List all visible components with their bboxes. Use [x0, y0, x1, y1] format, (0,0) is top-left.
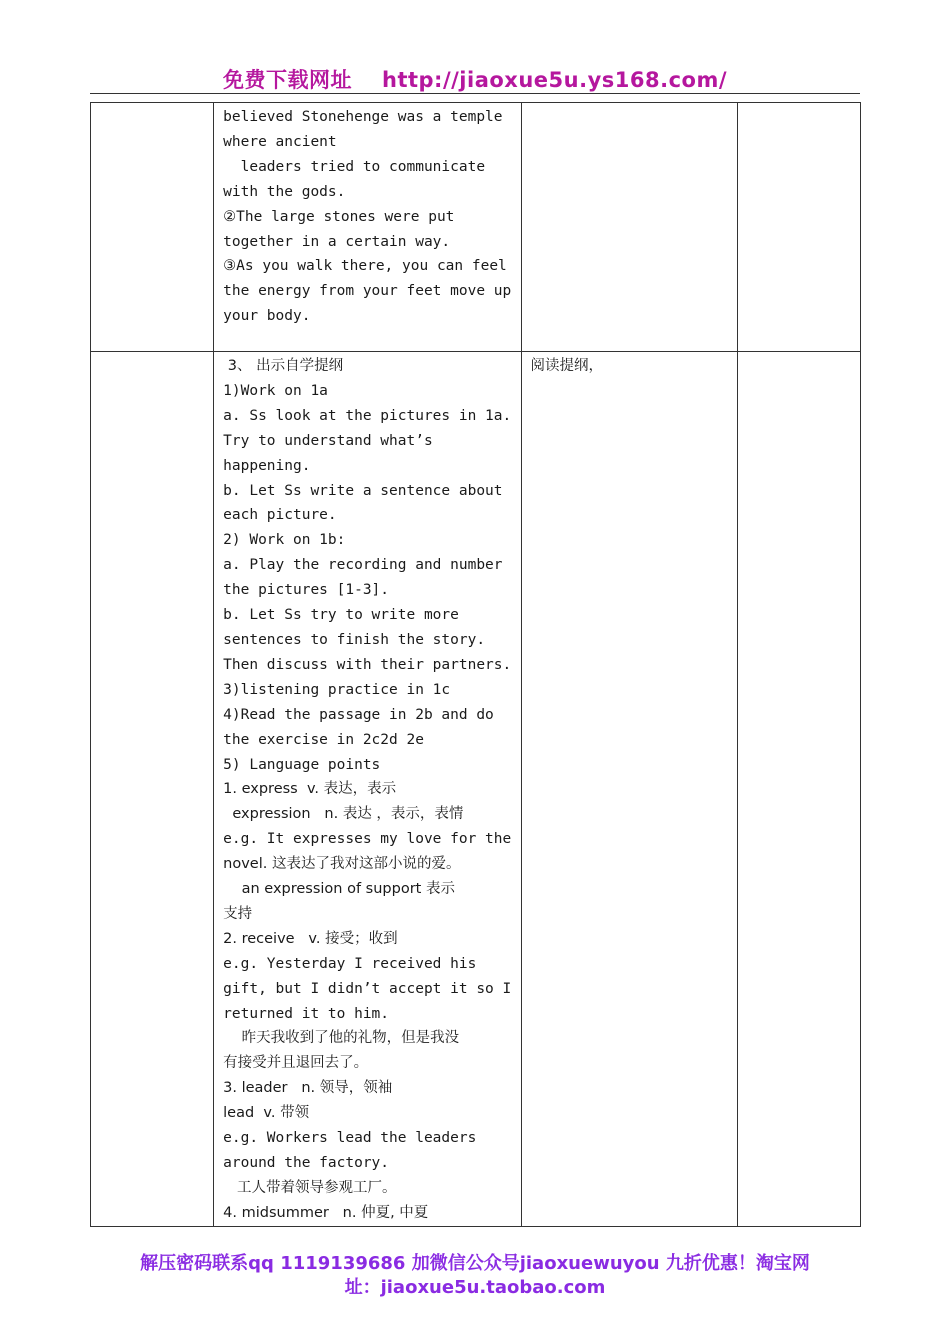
text-line: leaders tried to communicate — [223, 158, 486, 175]
text-line: a. Play the recording and number — [223, 557, 503, 574]
table-row — [91, 103, 861, 352]
text-line: 有接受并且退回去了。 — [223, 1055, 369, 1072]
text-line: 昨天我收到了他的礼物，但是我没 — [223, 1030, 460, 1047]
text-line: a. Ss look at the pictures in 1a. — [223, 407, 512, 424]
lesson-plan-table — [90, 102, 861, 1227]
text-line: 4. midsummer n. 仲夏, 中夏 — [223, 1204, 429, 1221]
text-line: 支持 — [223, 905, 253, 922]
table-cell-empty — [91, 352, 214, 1227]
text-line: e.g. Workers lead the leaders — [223, 1130, 477, 1147]
text-line: your body. — [223, 308, 311, 325]
row2-activity-text: 阅读提纲， — [530, 358, 604, 374]
text-line: returned it to him. — [223, 1005, 390, 1022]
text-line: lead v. 带领 — [223, 1105, 310, 1122]
table-row — [91, 352, 861, 1227]
text-line: novel. 这表达了我对这部小说的爱。 — [223, 856, 461, 873]
text-line: believed Stonehenge was a temple — [223, 109, 503, 125]
text-line: each picture. — [223, 507, 337, 524]
text-line: e.g. Yesterday I received his — [223, 955, 477, 972]
text-line: gift, but I didn’t accept it so I — [223, 980, 512, 997]
text-line: 1. express v. 表达，表示 — [223, 781, 397, 798]
page-header — [0, 64, 950, 94]
table-cell-content — [214, 352, 521, 1227]
text-line: sentences to finish the story. — [223, 631, 486, 648]
text-line: e.g. It expresses my love for the — [223, 831, 512, 848]
text-line: b. Let Ss try to write more — [223, 607, 459, 624]
text-line: an expression of support 表示 — [223, 881, 455, 898]
text-line: 2) Work on 1b: — [223, 532, 346, 549]
footer-line-1: 解压密码联系qq 1119139686 加微信公众号jiaoxuewuyou 九折优惠！淘宝网 — [140, 1253, 810, 1274]
text-line: Try to understand what’s — [223, 432, 433, 449]
header-url[interactable]: http://jiaoxue5u.ys168.com/ — [382, 68, 727, 92]
page-footer — [0, 1252, 950, 1300]
row1-activity-text — [522, 103, 737, 105]
text-line: b. Let Ss write a sentence about — [223, 482, 503, 499]
header-divider — [90, 93, 860, 94]
text-line: 3、 出示自学提纲 — [223, 358, 344, 374]
table-cell-activity — [521, 352, 737, 1227]
text-line: 2. receive v. 接受；收到 — [223, 930, 398, 947]
table-cell-content — [214, 103, 521, 352]
table-cell-empty — [737, 103, 860, 352]
text-line: the exercise in 2c2d 2e — [223, 731, 424, 748]
text-line: 工人带着领导参观工厂。 — [223, 1179, 397, 1196]
text-line: ③As you walk there, you can feel — [223, 258, 507, 275]
table-cell-empty — [737, 352, 860, 1227]
footer-line-2: 址：jiaoxue5u.taobao.com — [344, 1277, 606, 1298]
row1-text-block — [214, 103, 520, 329]
text-line: 1)Work on 1a — [223, 382, 328, 399]
text-line: ②The large stones were put — [223, 208, 455, 225]
text-line: happening. — [223, 457, 311, 474]
text-line: 3)listening practice in 1c — [223, 681, 451, 698]
text-line: expression n. 表达 ，表示，表情 — [223, 806, 464, 823]
header-title: 免费下载网址 — [223, 68, 352, 92]
text-line: around the factory. — [223, 1155, 390, 1171]
table-cell-activity — [521, 103, 737, 352]
text-line: 5) Language points — [223, 756, 381, 773]
text-line: together in a certain way. — [223, 233, 451, 250]
text-line: where ancient — [223, 133, 337, 150]
text-line: 4)Read the passage in 2b and do — [223, 706, 494, 723]
text-line: Then discuss with their partners. — [223, 656, 512, 673]
text-line: 3. leader n. 领导，领袖 — [223, 1080, 393, 1097]
text-line: with the gods. — [223, 183, 346, 200]
row2-text-block — [214, 352, 520, 1226]
text-line: the pictures [1-3]. — [223, 582, 390, 599]
table-cell-empty — [91, 103, 214, 352]
text-line: the energy from your feet move up — [223, 283, 512, 300]
